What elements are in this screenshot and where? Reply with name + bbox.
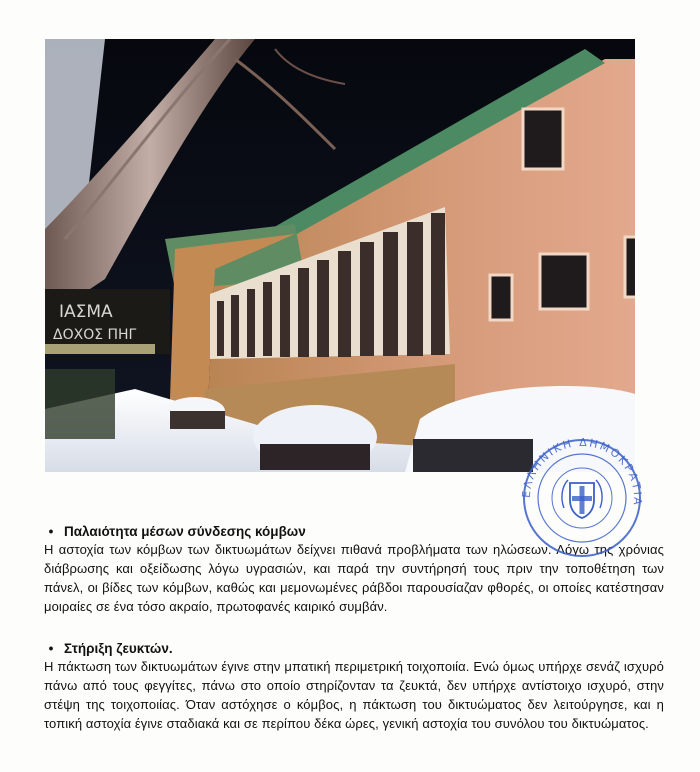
bullet-icon: • xyxy=(48,524,54,539)
svg-text:ΔΟΧΟΣ ΠΗΓ: ΔΟΧΟΣ ΠΗΓ xyxy=(53,327,137,343)
section-paragraph: Η αστοχία των κόμβων των δικτυωμάτων δείχνει πιθανά προβλήματα των ηλώσεων. Λόγω της χρόνιας διάβρωσης και οξείδωσης λόγω υγρασιών, και παρά την συντήρησή τους πριν την τοποθέτηση των πάνελ, οι βίδες των κόμβων, καθώς και μεμονωμένες ράβδοι παρουσίαζαν φθορές, οι οποίες κατέστησαν μοιραίες σε ένα τόσο ακραίο, πρωτοφανές καιρικό συμβάν. xyxy=(44,542,664,614)
official-stamp xyxy=(512,438,652,558)
building-photo xyxy=(45,39,635,472)
section-heading-text: Παλαιότητα μέσων σύνδεσης κόμβων xyxy=(64,524,306,539)
section-paragraph: Η πάκτωση των δικτυωμάτων έγινε στην μπατική περιμετρική τοιχοποιία. Ενώ όμως υπήρχε σενάζ ισχυρό πάνω από τους φεγγίτες, πάνω στο οποίο στηρίζονταν τα ζευκτά, δεν υπήρχε αντίστοιχο ισχυρό, στην στέψη της τοιχοποιίας. Όταν αστόχησε ο κόμβος, η πάκτωση του δικτυώματος δεν λειτούργησε, και η τοπική αστοχία έγινε σταδιακά και σε περίπου δέκα ώρες, γενική αστοχία του συνόλου του δικτυώματος. xyxy=(44,659,664,731)
section-heading xyxy=(44,640,664,657)
svg-text:ΕΛΛΗΝΙΚΗ ΔΗΜΟΚΡΑΤΙΑ: ΕΛΛΗΝΙΚΗ ΔΗΜΟΚΡΑΤΙΑ xyxy=(519,438,645,508)
svg-text:ΙΑΣΜΑ: ΙΑΣΜΑ xyxy=(59,302,113,322)
hotel-sign xyxy=(45,289,170,354)
greek-emblem-icon xyxy=(562,480,602,518)
section-truss-support xyxy=(44,640,664,733)
bullet-icon: • xyxy=(48,641,54,656)
section-heading-text: Στήριξη ζευκτών. xyxy=(64,641,173,656)
